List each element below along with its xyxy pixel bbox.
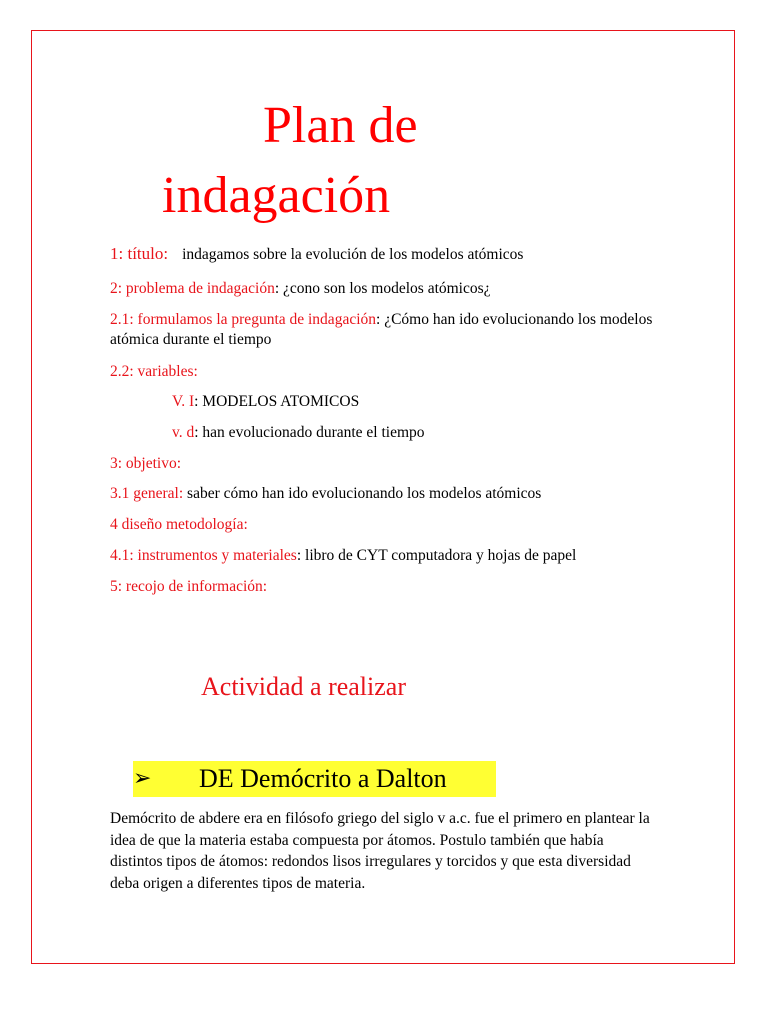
- item-vd: [172, 423, 425, 443]
- bullet-heading: DE Demócrito a Dalton: [199, 764, 447, 793]
- arrow-bullet-icon: ➢: [133, 766, 152, 791]
- item-instrumentos-value: : libro de CYT computadora y hojas de papel: [296, 547, 577, 564]
- item-objetivo: 3: objetivo:: [110, 455, 182, 472]
- item-problema-value: : ¿cono son los modelos atómicos¿: [274, 280, 491, 297]
- item-instrumentos-label: 4.1: instrumentos y materiales: [110, 547, 297, 564]
- document-title-line2: indagación: [162, 167, 391, 224]
- item-general-label: 3.1 general:: [110, 485, 184, 502]
- item-vi: [172, 392, 359, 412]
- item-variables: 2.2: variables:: [110, 363, 198, 380]
- item-pregunta-value: : ¿Cómo han ido evolucionando los modelos atómica durante el tiempo: [110, 311, 653, 348]
- item-vi-value: : MODELOS ATOMICOS: [194, 393, 360, 410]
- bullet-heading-highlight: [133, 761, 496, 797]
- item-vd-value: : han evolucionado durante el tiempo: [194, 424, 425, 441]
- item-vd-label: v. d: [172, 424, 195, 441]
- item-general-value: saber cómo han ido evolucionando los modelos atómicos: [183, 485, 542, 502]
- document-title-line1: Plan de: [263, 97, 418, 154]
- item-instrumentos: [110, 546, 576, 566]
- item-diseno: 4 diseño metodología:: [110, 516, 248, 533]
- activity-heading: Actividad a realizar: [201, 672, 406, 701]
- body-paragraph: Demócrito de abdere era en filósofo griego del siglo v a.c. fue el primero en plantear la idea de que la materia estaba compuesta por átomos. Postulo también que había distintos tipos de átomos: redondos lisos irregulares y torcidos y que esta diversidad deba origen a diferentes tipos de materia.: [110, 810, 650, 892]
- item-titulo-label: 1: título:: [110, 244, 169, 263]
- item-problema: [110, 279, 491, 299]
- item-pregunta-label: 2.1: formulamos la pregunta de indagación: [110, 311, 377, 328]
- item-titulo: [110, 244, 523, 265]
- item-recojo: 5: recojo de información:: [110, 578, 268, 595]
- item-general: [110, 484, 541, 504]
- item-titulo-value: indagamos sobre la evolución de los modelos atómicos: [182, 246, 524, 263]
- item-problema-label: 2: problema de indagación: [110, 280, 275, 297]
- item-vi-label: V. I: [172, 393, 195, 410]
- item-pregunta: [110, 310, 670, 350]
